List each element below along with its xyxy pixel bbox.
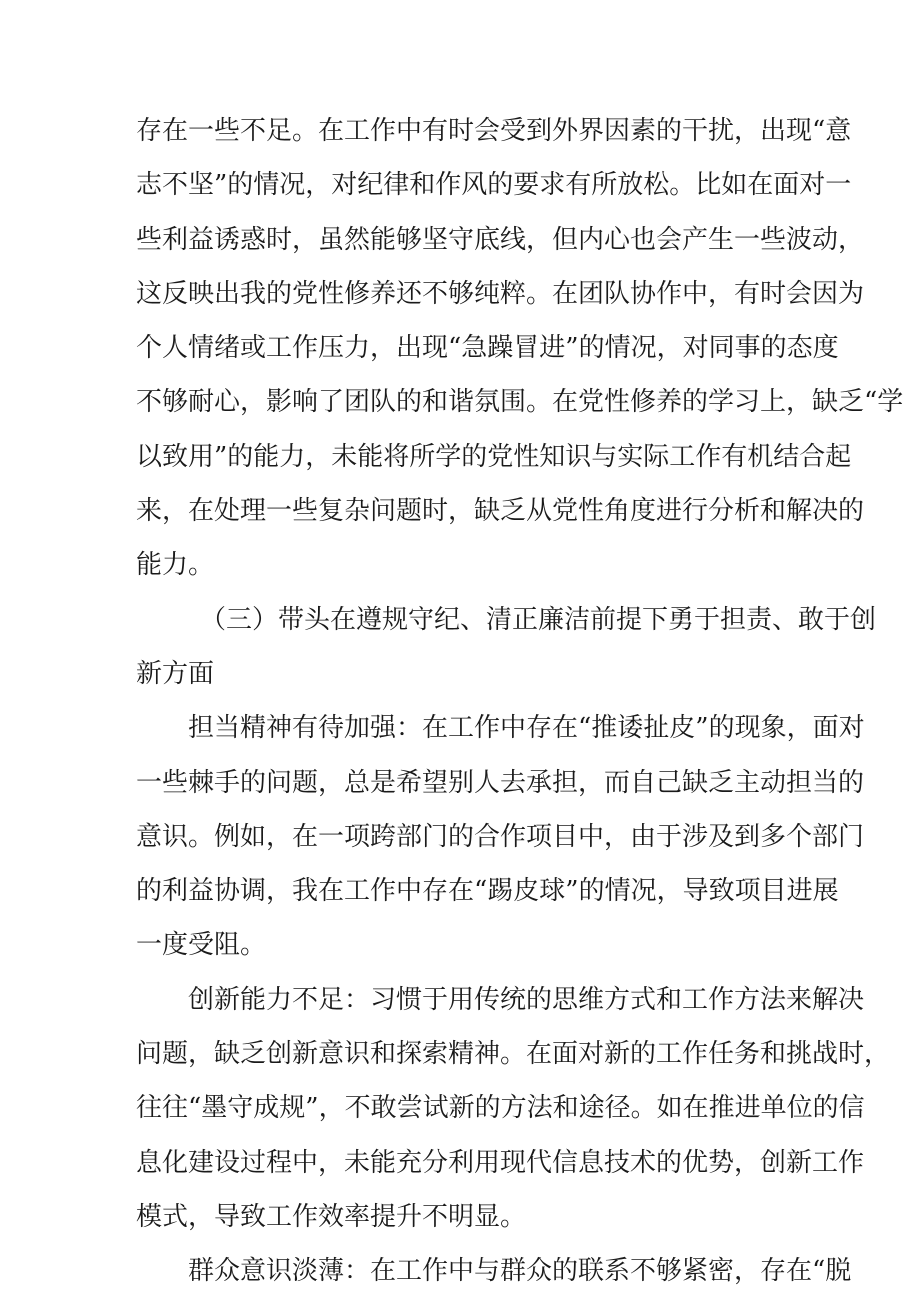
paragraph-line: 意识。例如，在一项跨部门的合作项目中，由于涉及到多个部门 [136,821,865,852]
paragraph-line: 息化建设过程中，未能充分利用现代信息技术的优势，创新工作 [136,1147,865,1178]
paragraph-line: 一度受阻。 [136,930,267,961]
paragraph-line: 模式，导致工作效率提升不明显。 [136,1201,527,1232]
document-body [136,104,904,1299]
paragraph-line: 来，在处理一些复杂问题时，缺乏从党性角度进行分析和解决的 [136,496,865,527]
paragraph-line: 群众意识淡薄：在工作中与群众的联系不够紧密，存在“脱 [188,1256,852,1287]
section-heading: （三）带头在遵规守纪、清正廉洁前提下勇于担责、敢于创 [200,604,877,635]
paragraph-line: 的利益协调，我在工作中存在“踢皮球”的情况，导致项目进展 [136,876,839,907]
section-heading: 新方面 [136,658,215,689]
paragraph-line: 这反映出我的党性修养还不够纯粹。在团队协作中，有时会因为 [136,278,865,309]
paragraph-line: 能力。 [136,550,215,581]
paragraph-line: 存在一些不足。在工作中有时会受到外界因素的干扰，出现“意 [136,116,852,146]
paragraph-line: 志不坚”的情况，对纪律和作风的要求有所放松。比如在面对一 [136,170,852,201]
paragraph-line: 问题，缺乏创新意识和探索精神。在面对新的工作任务和挑战时， [136,1039,891,1070]
paragraph-line: 些利益诱惑时，虽然能够坚守底线，但内心也会产生一些波动， [136,224,865,255]
paragraph-line: 以致用”的能力，未能将所学的党性知识与实际工作有机结合起 [136,441,852,472]
paragraph-line: 个人情绪或工作压力，出现“急躁冒进”的情况，对同事的态度 [136,333,839,364]
paragraph-line: 不够耐心，影响了团队的和谐氛围。在党性修养的学习上，缺乏“学 [136,387,904,418]
paragraph-line: 一些棘手的问题，总是希望别人去承担，而自己缺乏主动担当的 [136,767,865,798]
paragraph-line: 往往“墨守成规”，不敢尝试新的方法和途径。如在推进单位的信 [136,1093,865,1124]
paragraph-line: 担当精神有待加强：在工作中存在“推诿扯皮”的现象，面对 [188,713,865,744]
paragraph-line: 创新能力不足：习惯于用传统的思维方式和工作方法来解决 [188,984,865,1015]
